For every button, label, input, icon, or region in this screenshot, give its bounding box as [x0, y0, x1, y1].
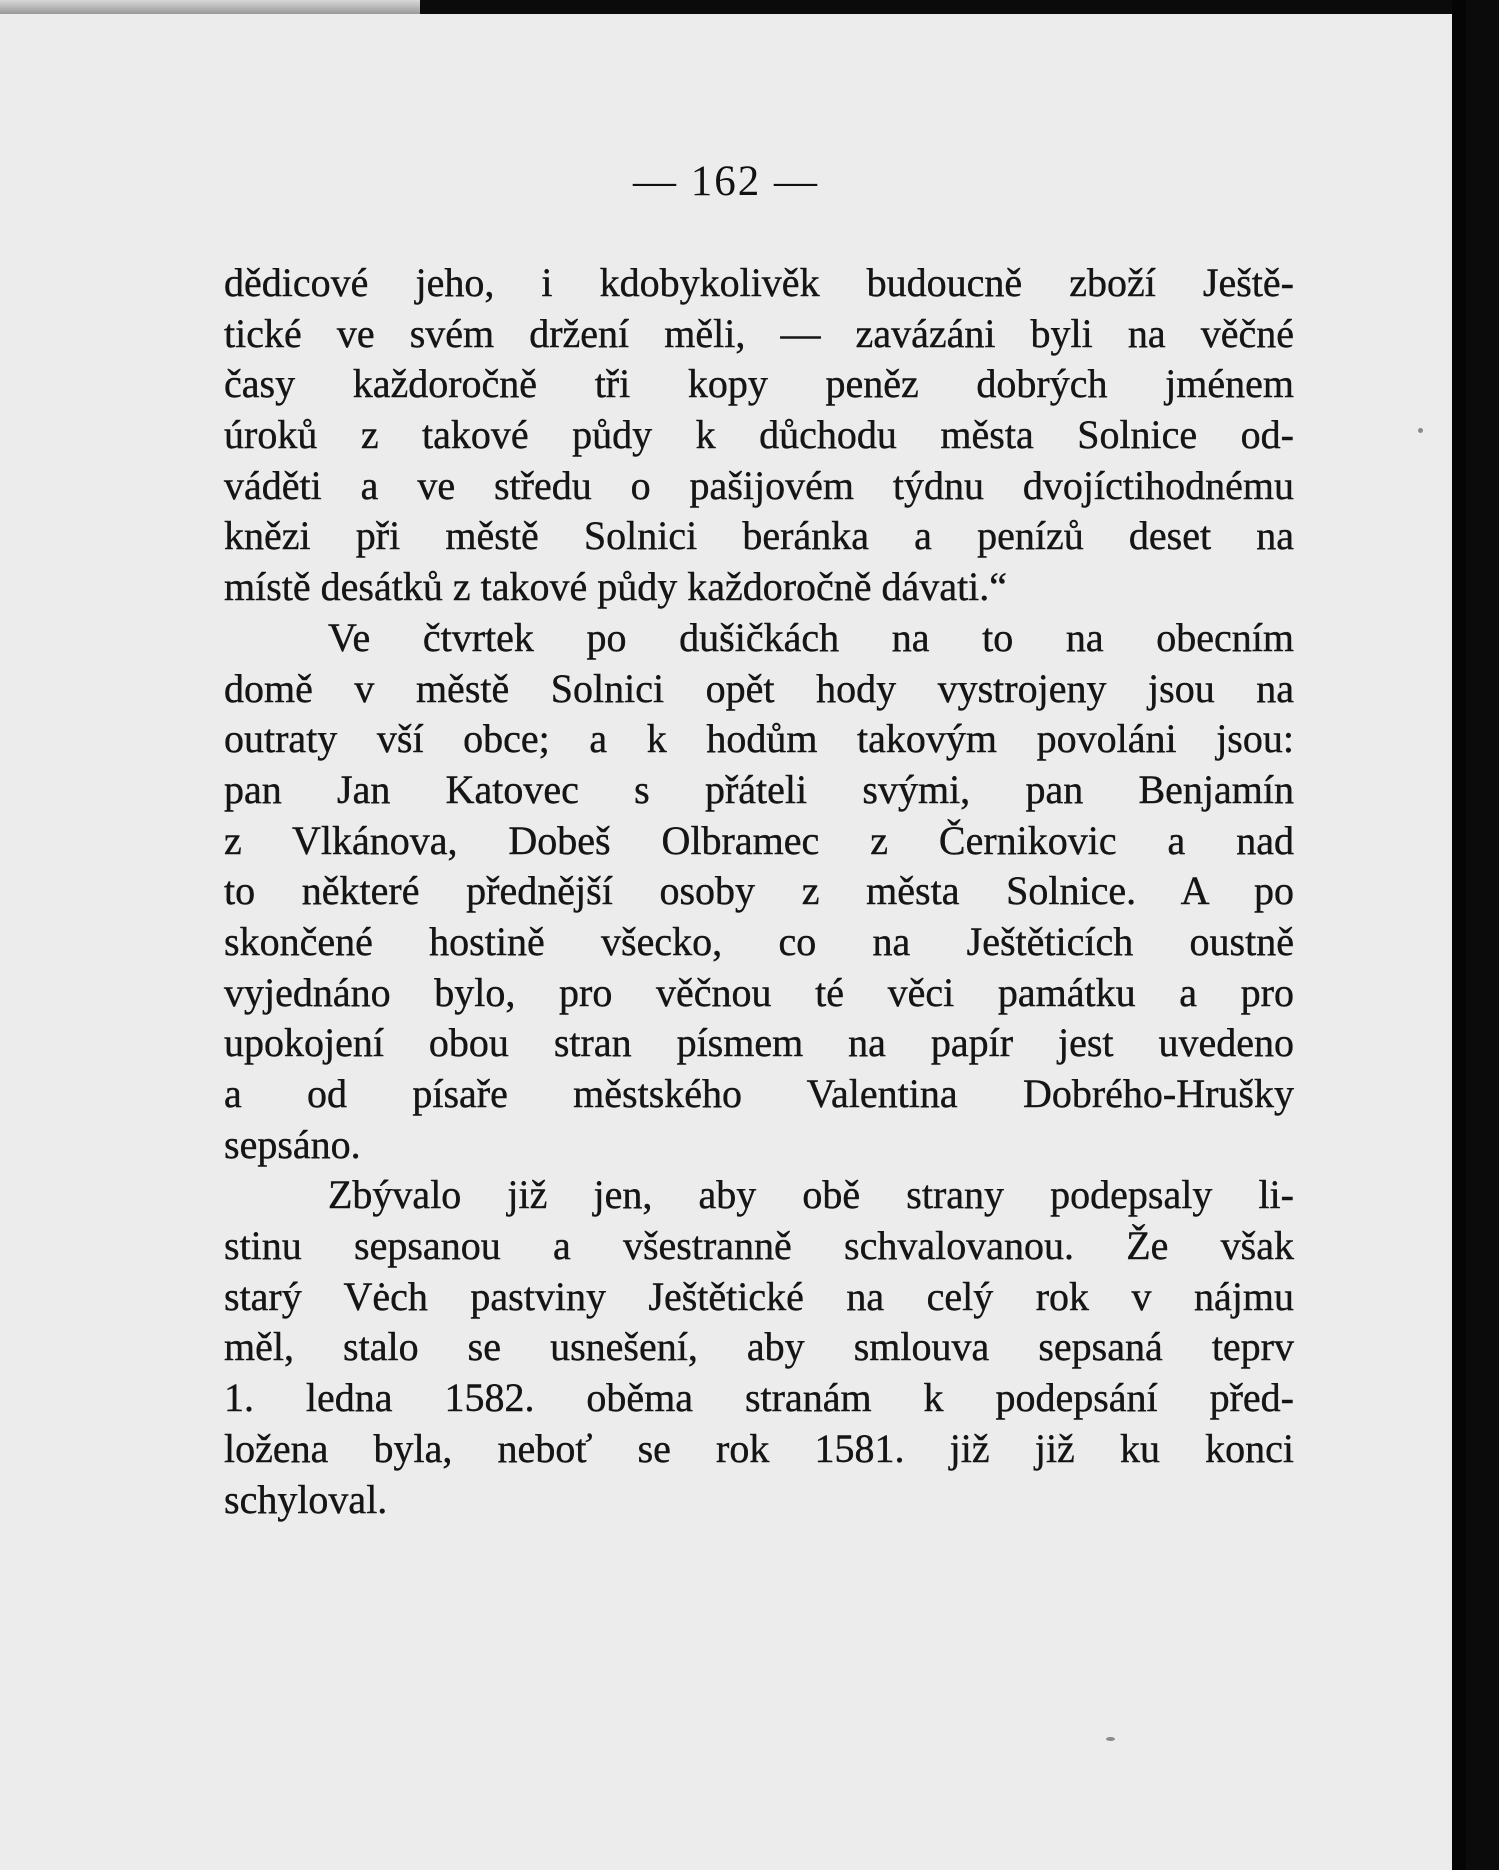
text-line: skončené hostině všecko, co na Ještěticích oustně	[224, 918, 1294, 964]
scan-speck	[1418, 428, 1423, 433]
text-line: outraty vší obce; a k hodům takovým povoláni jsou:	[224, 716, 1294, 762]
text-line: domě v městě Solnici opět hody vystrojeny jsou na	[224, 665, 1294, 711]
text-line: stinu sepsanou a všestranně schvalovanou. Že však	[224, 1223, 1294, 1269]
page-right-border	[1452, 0, 1466, 1870]
text-line: pan Jan Katovec s přáteli svými, pan Benjamín	[224, 766, 1294, 812]
text-line: měl, stalo se usnešení, aby smlouva sepsaná teprv	[224, 1324, 1294, 1370]
text-line: úroků z takové půdy k důchodu města Solnice od-	[224, 412, 1294, 458]
text-line: sepsáno.	[224, 1121, 361, 1167]
text-line: váděti a ve středu o pašijovém týdnu dvojíctihodnému	[224, 462, 1294, 508]
page-number: — 162 —	[633, 158, 819, 205]
text-line: místě desátků z takové půdy každoročně dávati.“	[224, 564, 1008, 610]
text-line: dědicové jeho, i kdobykolivěk budoucně zboží Ještě-	[224, 260, 1294, 305]
body-text	[224, 258, 1294, 1525]
text-line: Zbývalo již jen, aby obě strany podepsaly li-	[328, 1172, 1294, 1218]
text-line: starý Vėch pastviny Ještětické na celý rok v nájmu	[224, 1273, 1294, 1319]
text-line: tické ve svém držení měli, — zavázáni byli na věčné	[224, 310, 1294, 356]
text-line: a od písaře městského Valentina Dobrého-Hrušky	[224, 1071, 1294, 1116]
text-line: to některé přednější osoby z města Solnice. A po	[224, 868, 1294, 914]
text-line: Ve čtvrtek po dušičkách na to na obecním	[328, 614, 1294, 660]
text-line: schyloval.	[224, 1476, 388, 1522]
page-top-edge	[0, 0, 420, 14]
text-line: 1. ledna 1582. oběma stranám k podepsání před-	[224, 1375, 1294, 1421]
scan-speck	[1106, 1737, 1115, 1741]
text-line: upokojení obou stran písmem na papír jest uvedeno	[224, 1020, 1294, 1066]
text-line: časy každoročně tři kopy peněz dobrých jménem	[224, 361, 1294, 407]
text-line: knězi při městě Solnici beránka a penízů deset na	[224, 513, 1294, 559]
text-line: vyjednáno bylo, pro věčnou té věci památku a pro	[224, 969, 1294, 1015]
text-line: ložena byla, neboť se rok 1581. již již ku konci	[224, 1425, 1294, 1471]
text-line: z Vlkánova, Dobeš Olbramec z Černikovic a nad	[224, 817, 1294, 863]
